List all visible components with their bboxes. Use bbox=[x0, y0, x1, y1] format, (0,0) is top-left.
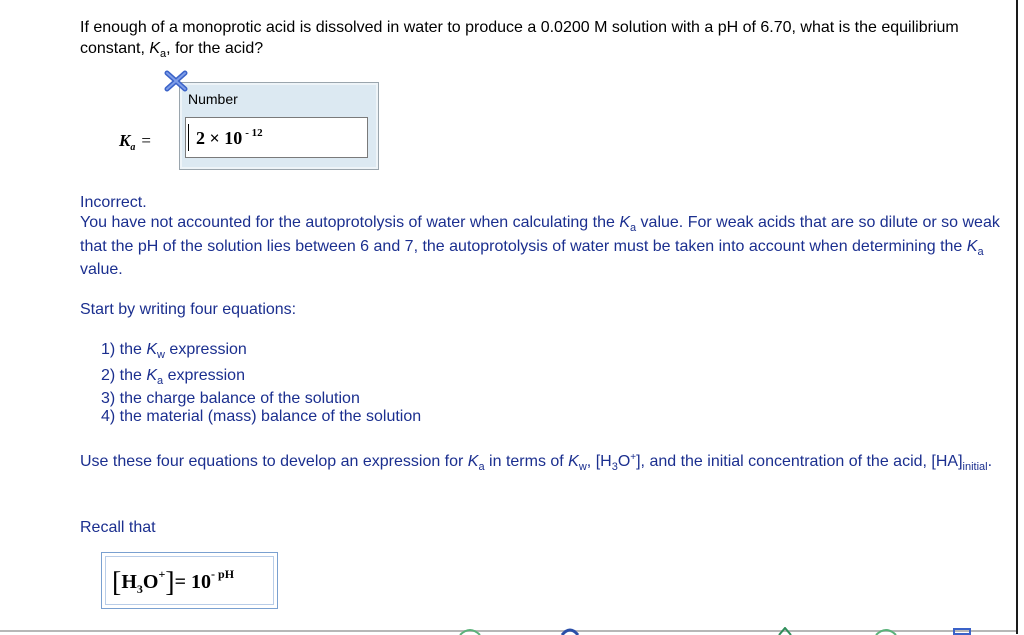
ka-label bbox=[119, 131, 151, 151]
feedback-body-p3: value. bbox=[80, 261, 123, 278]
list-item-2-sub: a bbox=[157, 375, 164, 387]
answer-type-label: Number bbox=[188, 91, 238, 107]
answer-value bbox=[196, 128, 263, 149]
use-p1: Use these four equations to develop an expression for bbox=[80, 453, 468, 470]
bottom-divider bbox=[0, 630, 1016, 632]
use-o-sup: + bbox=[630, 452, 637, 463]
use-p4: O bbox=[617, 453, 631, 470]
use-k1-sub: a bbox=[478, 461, 485, 473]
list-item bbox=[101, 340, 247, 361]
formula-h: H bbox=[121, 571, 137, 593]
ka-symbol: K bbox=[119, 131, 131, 150]
formula-h-sub: 3 bbox=[136, 582, 143, 596]
feedback-body-p1: You have not accounted for the autoprotolysis of water when calculating the bbox=[80, 214, 620, 231]
answer-exponent: - 12 bbox=[245, 127, 263, 139]
question-part2: , for the acid? bbox=[166, 40, 264, 57]
question-part1: If enough of a monoprotic acid is dissolved in water to produce a 0.0200 M solution with a pH of 6.70, what is the equilibrium constant, bbox=[80, 19, 959, 57]
ka-equals: = bbox=[141, 131, 151, 150]
formula-o: O bbox=[142, 571, 159, 593]
use-k2-sub: w bbox=[578, 461, 587, 473]
formula-o-sup: + bbox=[158, 567, 166, 581]
ph-formula bbox=[112, 564, 234, 596]
use-initial-sub: initial bbox=[962, 461, 988, 473]
list-item bbox=[101, 366, 245, 387]
feedback-body-k2: K bbox=[966, 237, 978, 255]
ph-formula-box bbox=[101, 552, 278, 609]
use-k2: K bbox=[568, 453, 579, 470]
use-p2: in terms of bbox=[484, 453, 569, 470]
list-item-2-k: K bbox=[146, 367, 158, 384]
feedback-body-k1-sub: a bbox=[629, 222, 637, 234]
question-k-symbol: K bbox=[149, 40, 161, 57]
window-edge bbox=[1016, 0, 1018, 634]
answer-input[interactable] bbox=[185, 117, 368, 158]
use-p3: , [H bbox=[586, 453, 612, 470]
list-item-1-sub: w bbox=[157, 349, 165, 361]
list-item: 3) the charge balance of the solution bbox=[101, 390, 360, 407]
answer-base: 10 bbox=[224, 128, 243, 148]
list-item-1-k: K bbox=[146, 341, 158, 358]
answer-mantissa: 2 bbox=[196, 128, 205, 148]
feedback-body bbox=[80, 212, 1010, 282]
feedback-body-p2: value. For weak acids that are so dilute or so weak that the pH of the solution lies between 6 and 7, the autoprotolysis of water must be taken into account when determining the bbox=[80, 214, 1000, 255]
input-cursor-bar bbox=[188, 124, 189, 151]
feedback-body-k2-sub: a bbox=[977, 245, 984, 258]
list-item: 4) the material (mass) balance of the solution bbox=[101, 408, 422, 425]
feedback-recall: Recall that bbox=[80, 519, 156, 536]
use-h-sub: 3 bbox=[611, 461, 618, 473]
feedback-start: Start by writing four equations: bbox=[80, 301, 297, 318]
ka-sub: a bbox=[130, 142, 136, 153]
use-p6: . bbox=[987, 453, 993, 470]
feedback-status: Incorrect. bbox=[80, 194, 147, 211]
use-k1: K bbox=[467, 453, 479, 470]
list-item-1-rest: expression bbox=[164, 341, 247, 358]
formula-equals: = 10 bbox=[174, 571, 212, 593]
feedback-body-k1: K bbox=[619, 214, 630, 231]
feedback-use bbox=[80, 449, 1010, 476]
formula-left-bracket: [ bbox=[112, 567, 122, 598]
list-item-2-num: 2) the bbox=[101, 367, 147, 384]
question-k-sub: a bbox=[160, 48, 167, 60]
formula-exp: - pH bbox=[211, 567, 235, 581]
list-item-1-num: 1) the bbox=[101, 341, 147, 358]
formula-right-bracket: ] bbox=[165, 567, 175, 598]
x-mark-icon bbox=[163, 68, 189, 94]
question-text bbox=[80, 17, 1000, 61]
answer-times: × bbox=[209, 128, 220, 148]
list-item-2-rest: expression bbox=[163, 367, 245, 384]
use-p5: ], and the initial concentration of the acid, [HA] bbox=[636, 453, 963, 470]
